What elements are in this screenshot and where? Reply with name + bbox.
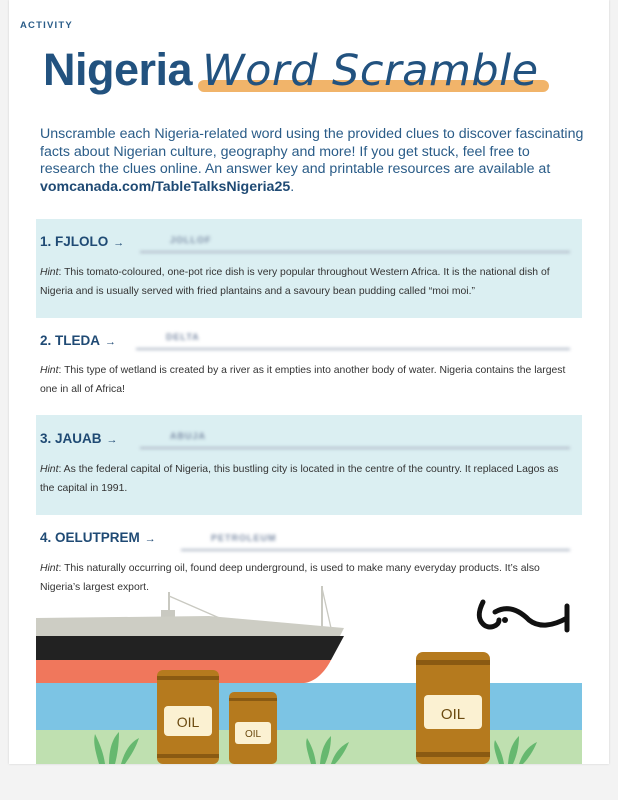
question-2-hint: Hint: This type of wetland is created by a river as it empties into another body of water. Nigeria contains the largest one in all of Africa! (40, 365, 566, 395)
page-title (43, 44, 539, 96)
question-2 (36, 318, 582, 415)
question-1-hint: Hint: This tomato-coloured, one-pot rice dish is very popular throughout Western Africa. It is the national dish of Nigeria and is usually served with fried plantains and a savoury bean pudding called “moi moi.” (40, 267, 550, 297)
oil-barrel-right (416, 652, 490, 764)
question-2-label: 2. TLEDA → (40, 333, 117, 348)
oil-barrel-left (157, 670, 219, 764)
water (36, 683, 582, 733)
intro-text: Unscramble each Nigeria-related word using the provided clues to discover fascinating facts about Nigerian culture, geography and more! If you get stuck, feel free to research the clues online. An answer key and printable resources are available at (40, 126, 584, 177)
title-script: Word Scramble (202, 46, 539, 96)
barrel-left-label: OIL (176, 714, 200, 730)
question-2-answer-line[interactable]: DELTA (136, 326, 570, 350)
question-4-answer-line[interactable]: PETROLEUM (181, 527, 570, 551)
question-1 (36, 219, 582, 318)
question-4-label: 4. OELUTPREM → (40, 530, 156, 545)
oil-tanker-ship (36, 586, 344, 683)
barrel-right-label: OIL (440, 706, 466, 723)
section-label: ACTIVITY (20, 20, 73, 31)
question-3-hint: Hint: As the federal capital of Nigeria, this bustling city is located in the centre of the country. It replaced Lagos as the capital in 1991. (40, 464, 559, 494)
question-4-hint: Hint: This naturally occurring oil, found deep underground, is used to make many everyday products. It’s also Nigeria’s largest export. (40, 563, 540, 593)
barrel-middle-label: OIL (244, 729, 262, 740)
resource-link[interactable]: vomcanada.com/TableTalksNigeria25 (40, 178, 291, 195)
question-1-answer-line[interactable]: JOLLOF (140, 229, 570, 253)
intro-paragraph: Unscramble each Nigeria-related word using the provided clues to discover fascinating facts about Nigerian culture, geography and more! If you get stuck, feel free to research the clues online. An answer key and printable resources are available at vomcanada.com/TableTalksNigeria25. (40, 126, 584, 195)
oil-illustration (9, 580, 609, 764)
question-3 (36, 415, 582, 515)
title-main: Nigeria (43, 44, 193, 95)
question-1-label: 1. FJLOLO → (40, 234, 125, 249)
oil-barrel-middle (229, 692, 277, 764)
worksheet-page (9, 0, 609, 764)
question-3-label: 3. JAUAB → (40, 431, 118, 446)
question-3-answer-line[interactable]: ABUJA (140, 425, 570, 449)
oil-swirl-icon (479, 602, 567, 630)
